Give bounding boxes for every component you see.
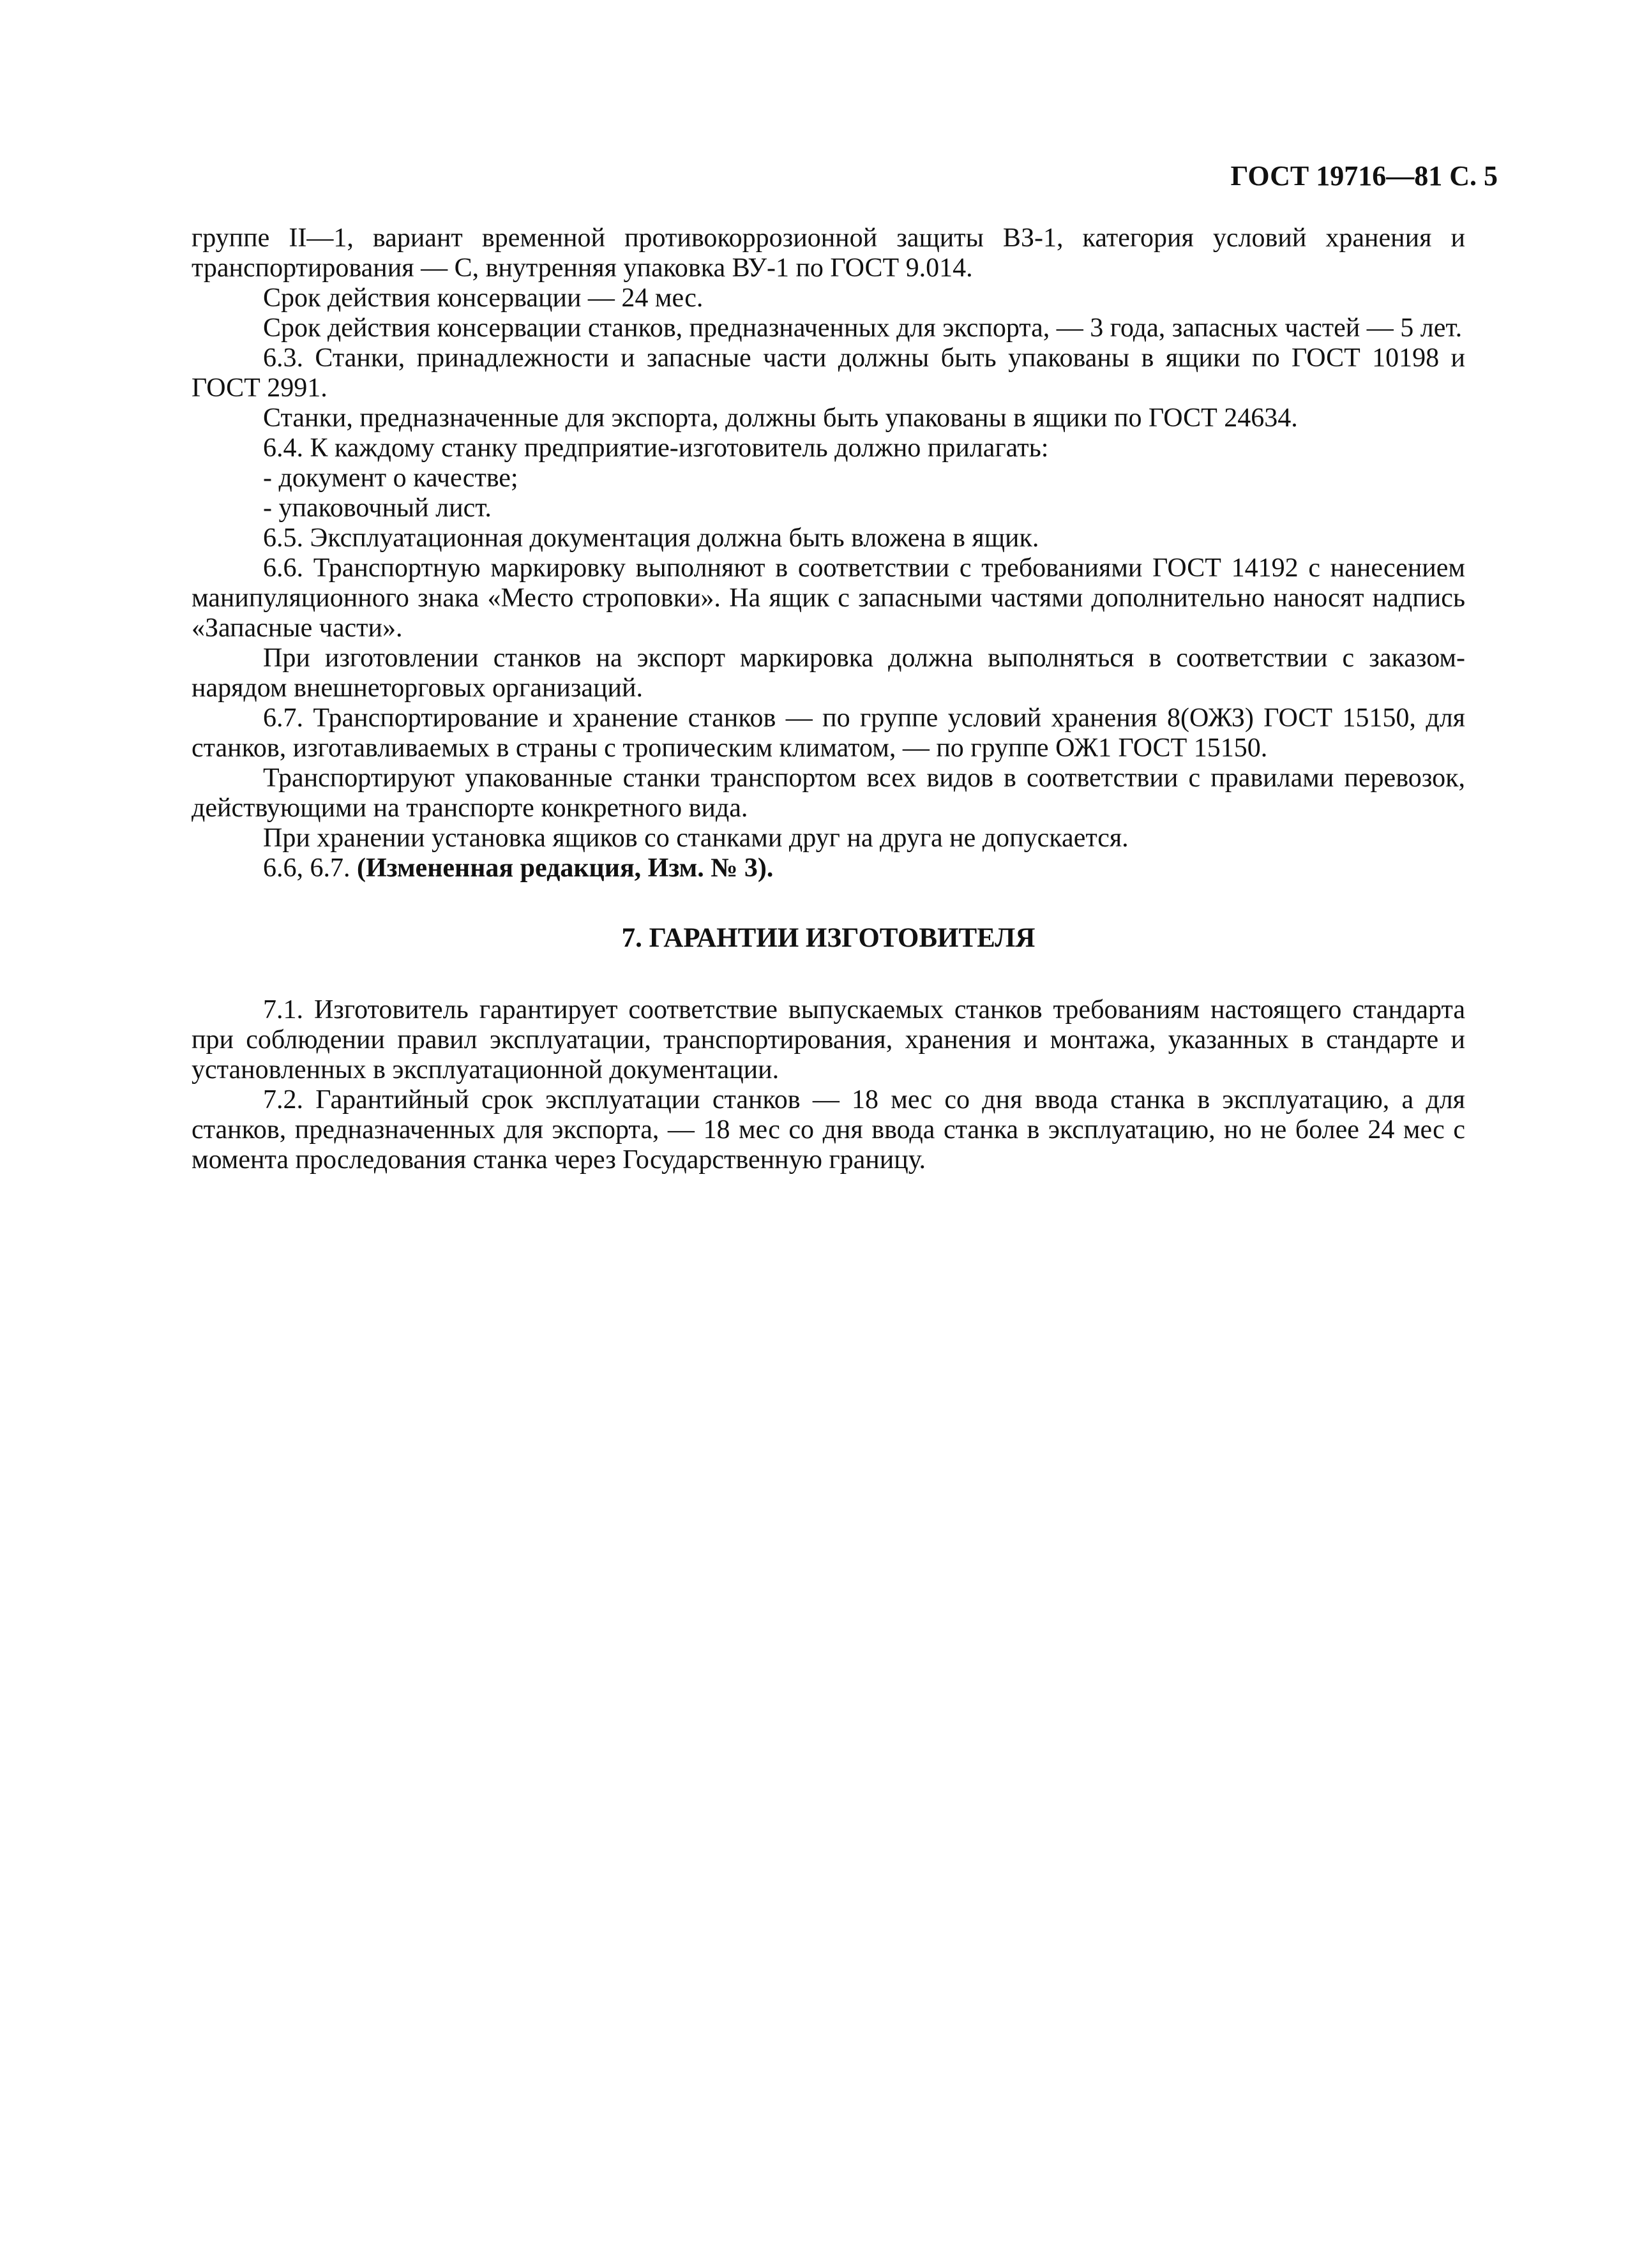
amendment-prefix: 6.6, 6.7. bbox=[263, 853, 357, 883]
paragraph-6-3: 6.3. Станки, принадлежности и запасные части должны быть упакованы в ящики по ГОСТ 10198 и ГОСТ 2991. bbox=[192, 343, 1465, 403]
document-body bbox=[192, 223, 1465, 1175]
paragraph-amendment bbox=[192, 853, 1465, 883]
page-header: ГОСТ 19716—81 С. 5 bbox=[1230, 160, 1498, 192]
amendment-note: (Измененная редакция, Изм. № 3). bbox=[357, 853, 774, 883]
section-title: 7. ГАРАНТИИ ИЗГОТОВИТЕЛЯ bbox=[621, 923, 1036, 953]
paragraph-export-conservation: Срок действия консервации станков, предназначенных для экспорта, — 3 года, запасных частей — 5 лет. bbox=[263, 313, 1463, 343]
paragraph-storage: При хранении установка ящиков со станками друг на друга не допускается. bbox=[263, 823, 1129, 853]
paragraph-6-6: 6.6. Транспортную маркировку выполняют в соответствии с требованиями ГОСТ 14192 с нанесением манипуляционного знака «Место строповки». На ящик с запасными частями дополнительно наносят надпись «Запасные части». bbox=[192, 553, 1465, 643]
paragraph-7-1: 7.1. Изготовитель гарантирует соответствие выпускаемых станков требованиям настоящего стандарта при соблюдении правил эксплуатации, транспортирования, хранения и монтажа, указанных в стандарте и установленных в эксплуатационной документации. bbox=[192, 995, 1465, 1085]
paragraph-6-4: 6.4. К каждому станку предприятие-изготовитель должно прилагать: bbox=[263, 433, 1049, 463]
paragraph-export-marking: При изготовлении станков на экспорт маркировка должна выполняться в соответствии с заказом-нарядом внешнеторговых организаций. bbox=[192, 643, 1465, 703]
paragraph-continuation: группе II—1, вариант временной противокоррозионной защиты ВЗ-1, категория условий хранения и транспортирования — С, внутренняя упаковка ВУ-1 по ГОСТ 9.014. bbox=[192, 223, 1465, 283]
paragraph-export-packing: Станки, предназначенные для экспорта, должны быть упакованы в ящики по ГОСТ 24634. bbox=[263, 403, 1298, 433]
list-item-packing-list: - упаковочный лист. bbox=[263, 493, 492, 523]
paragraph-transport: Транспортируют упакованные станки транспортом всех видов в соответствии с правилами перевозок, действующими на транспорте конкретного вида. bbox=[192, 763, 1465, 823]
paragraph-conservation-term: Срок действия консервации — 24 мес. bbox=[263, 283, 704, 313]
paragraph-7-2: 7.2. Гарантийный срок эксплуатации станков — 18 мес со дня ввода станка в эксплуатацию, а для станков, предназначенных для экспорта, — 18 мес со дня ввода станка в эксплуатацию, но не более 24 мес с момента проследования станка через Государственную границу. bbox=[192, 1085, 1465, 1175]
paragraph-6-5: 6.5. Эксплуатационная документация должна быть вложена в ящик. bbox=[263, 523, 1039, 553]
list-item-quality-document: - документ о качестве; bbox=[263, 463, 518, 493]
paragraph-6-7: 6.7. Транспортирование и хранение станков — по группе условий хранения 8(ОЖЗ) ГОСТ 15150, для станков, изготавливаемых в страны с тропическим климатом, — по группе ОЖ1 ГОСТ 15150. bbox=[192, 703, 1465, 763]
